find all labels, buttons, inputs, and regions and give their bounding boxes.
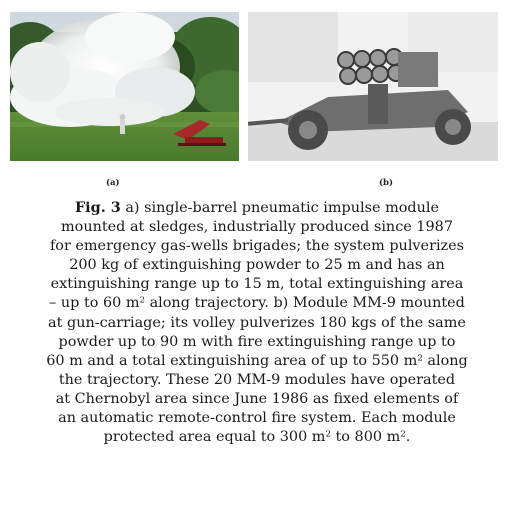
photo-a-pneumatic-module [10,12,239,161]
caption-line [14,428,500,447]
caption-line: 200 kg of extinguishing powder to 25 m and has an [69,257,445,274]
caption-text: . [405,429,411,446]
caption-line: at Chernobyl area since June 1986 as fixed elements of [55,390,459,407]
caption-line [14,352,500,371]
caption-text: to 800 m [330,429,401,446]
superscript: 2 [139,295,146,306]
panel-a-label: (a) [106,178,120,188]
caption-line: the trajectory. These 20 MM-9 modules have operated [58,371,456,388]
caption-line [14,198,500,218]
caption-line: mounted at sledges, industrially produced since 1987 [61,219,453,236]
panel-b-label: (b) [379,178,393,188]
caption-text: along [422,352,468,369]
figure-caption [14,198,500,447]
caption-line: an automatic remote-control fire system. Each module [58,410,456,427]
caption-line: extinguishing range up to 15 m, total extinguishing area [50,276,464,293]
caption-text: protected area equal to 300 m [103,429,326,446]
caption-text: along trajectory. b) Module MM-9 mounted [145,295,465,312]
superscript: 2 [325,429,331,440]
figure-label: Fig. 3 [74,199,121,216]
caption-line: powder up to 90 m with fire extinguishing range up to [58,333,456,350]
photo-b-mm9-module [248,12,498,161]
caption-text: a) single-barrel pneumatic impulse module [125,200,440,216]
caption-text: – up to 60 m [49,295,140,312]
caption-line [14,294,500,313]
superscript: 2 [400,429,406,440]
caption-text: 60 m and a total extinguishing area of up to 550 m [46,352,418,369]
caption-line: for emergency gas-wells brigades; the system pulverizes [49,238,465,255]
caption-line: at gun-carriage; its volley pulverizes 180 kgs of the same [48,314,466,331]
superscript: 2 [417,353,423,363]
